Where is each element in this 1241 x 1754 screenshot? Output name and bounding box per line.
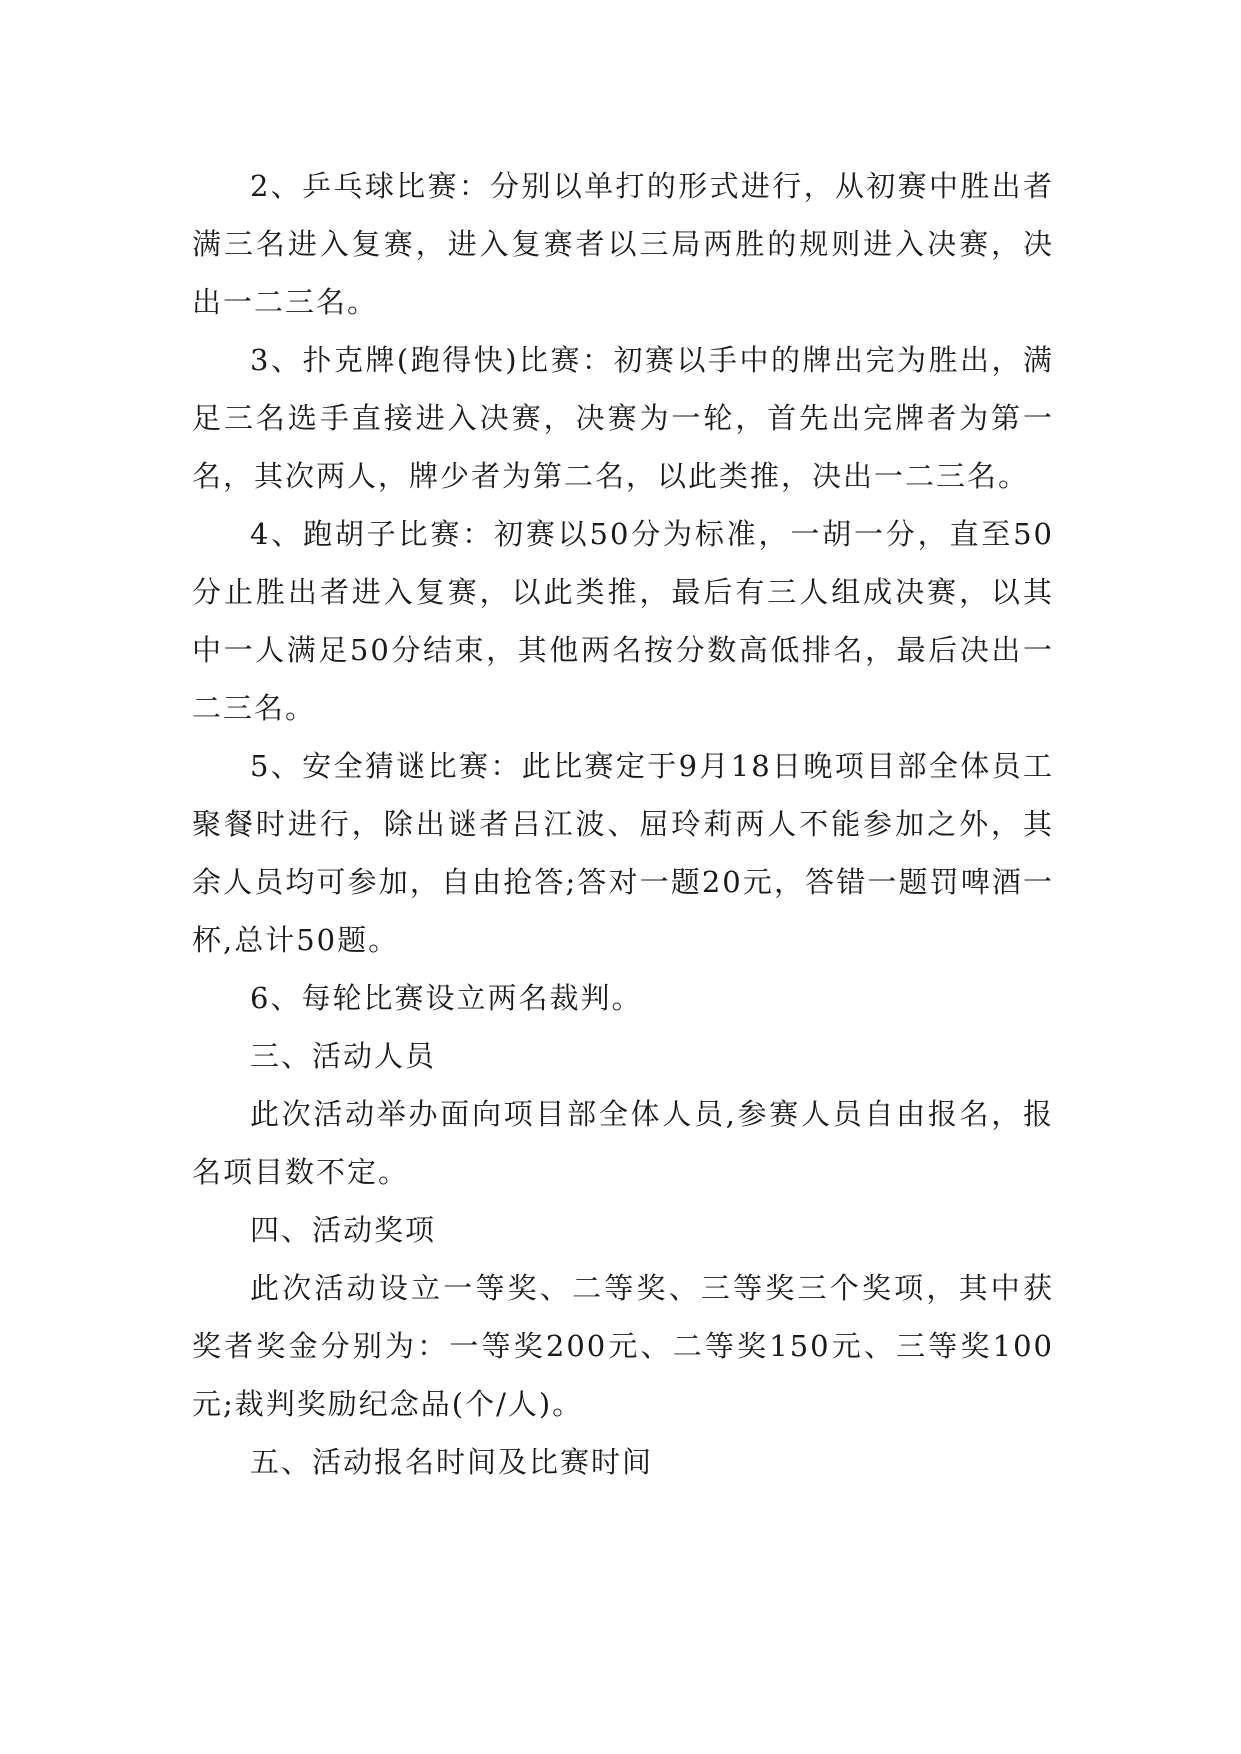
- paragraph-participants: 此次活动举办面向项目部全体人员,参赛人员自由报名，报名项目数不定。: [192, 1097, 1054, 1189]
- paragraph-riddle-rules: 5、安全猜谜比赛：此比赛定于9月18日晚项目部全体员工聚餐时进行，除出谜者吕江波、屈玲莉两人不能参加之外，其余人员均可参加，自由抢答;答对一题20元，答错一题罚啤酒一杯,总计50题。: [192, 749, 1054, 957]
- document-page: [192, 157, 1054, 1491]
- heading-awards: 四、活动奖项: [250, 1213, 437, 1247]
- paragraph-referees: 6、每轮比赛设立两名裁判。: [250, 981, 643, 1015]
- paragraph-pingpong-rules: 2、乒乓球比赛：分别以单打的形式进行，从初赛中胜出者满三名进入复赛，进入复赛者以三局两胜的规则进入决赛，决出一二三名。: [192, 169, 1054, 319]
- heading-schedule: 五、活动报名时间及比赛时间: [250, 1445, 654, 1479]
- paragraph-paohuzi-rules: 4、跑胡子比赛：初赛以50分为标准，一胡一分，直至50分止胜出者进入复赛，以此类推，最后有三人组成决赛，以其中一人满足50分结束，其他两名按分数高低排名，最后决出一二三名。: [192, 517, 1054, 725]
- paragraph-poker-rules: 3、扑克牌(跑得快)比赛：初赛以手中的牌出完为胜出，满足三名选手直接进入决赛，决赛为一轮，首先出完牌者为第一名，其次两人，牌少者为第二名，以此类推，决出一二三名。: [192, 343, 1054, 493]
- heading-participants: 三、活动人员: [250, 1039, 437, 1073]
- paragraph-awards: 此次活动设立一等奖、二等奖、三等奖三个奖项，其中获奖者奖金分别为：一等奖200元、二等奖150元、三等奖100元;裁判奖励纪念品(个/人)。: [192, 1271, 1054, 1421]
